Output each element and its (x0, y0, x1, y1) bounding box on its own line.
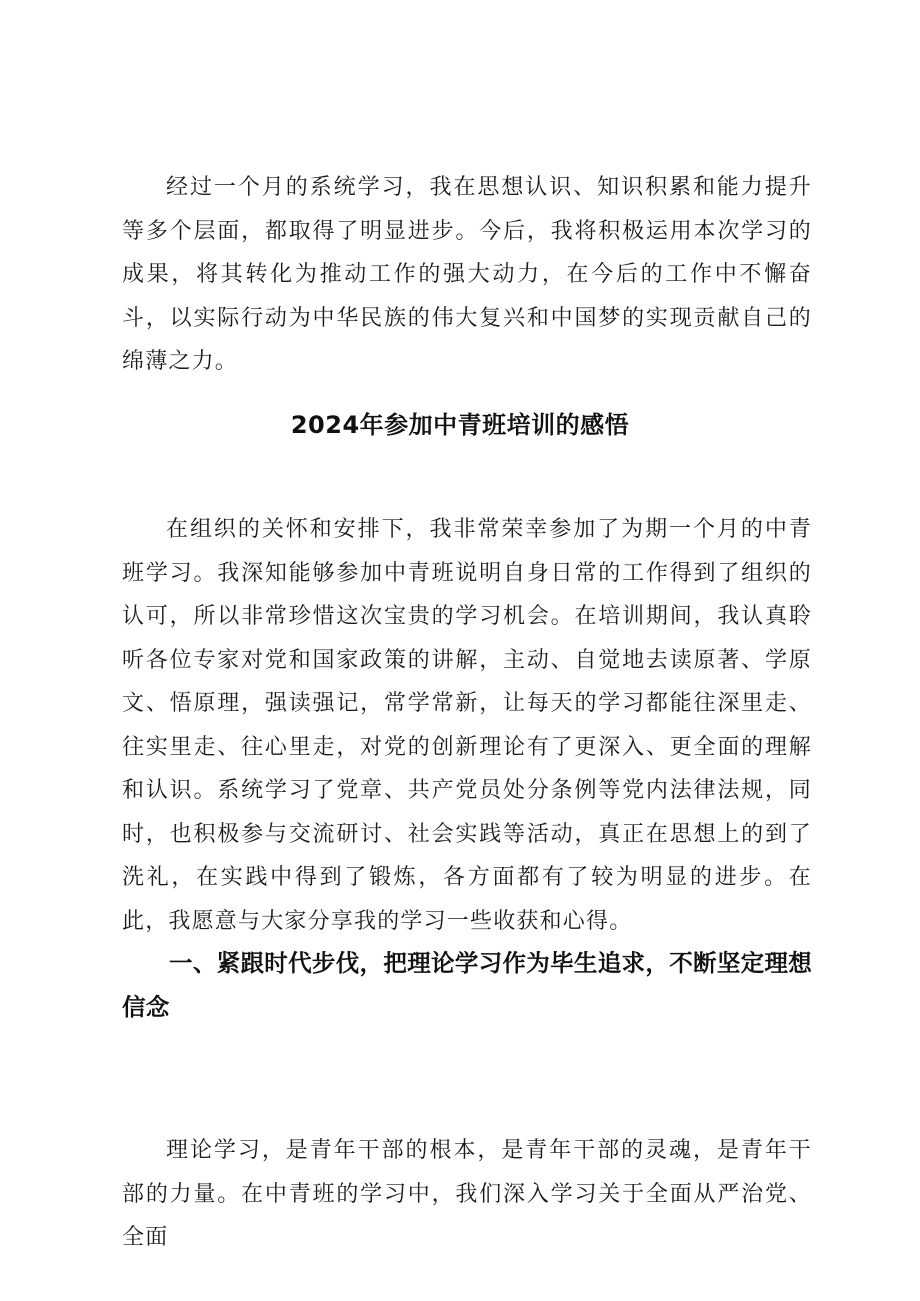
section-heading: 一、紧跟时代步伐，把理论学习作为毕生追求，不断坚定理想信念 (122, 949, 812, 1021)
section-paragraph: 理论学习，是青年干部的根本，是青年干部的灵魂，是青年干部的力量。在中青班的学习中，我们深入学习关于全面从严治党、全面 (122, 1138, 812, 1250)
body-paragraph: 在组织的关怀和安排下，我非常荣幸参加了为期一个月的中青班学习。我深知能够参加中青班说明自身日常的工作得到了组织的认可，所以非常珍惜这次宝贵的学习机会。在培训期间，我认真聆听各位专家对党和国家政策的讲解，主动、自觉地去读原著、学原文、悟原理，强读强记，常学常新，让每天的学习都能往深里走、往实里走、往心里走，对党的创新理论有了更深入、更全面的理解和认识。系统学习了党章、共产党员处分条例等党内法律法规，同时，也积极参与交流研讨、社会实践等活动，真正在思想上的到了洗礼，在实践中得到了锻炼，各方面都有了较为明显的进步。在此，我愿意与大家分享我的学习一些收获和心得。 (122, 517, 812, 934)
intro-paragraph: 经过一个月的系统学习，我在思想认识、知识积累和能力提升等多个层面，都取得了明显进步。今后，我将积极运用本次学习的成果，将其转化为推动工作的强大动力，在今后的工作中不懈奋斗，以实际行动为中华民族的伟大复兴和中国梦的实现贡献自己的绵薄之力。 (122, 175, 812, 374)
document-title: 2024年参加中青班培训的感悟 (290, 411, 630, 439)
